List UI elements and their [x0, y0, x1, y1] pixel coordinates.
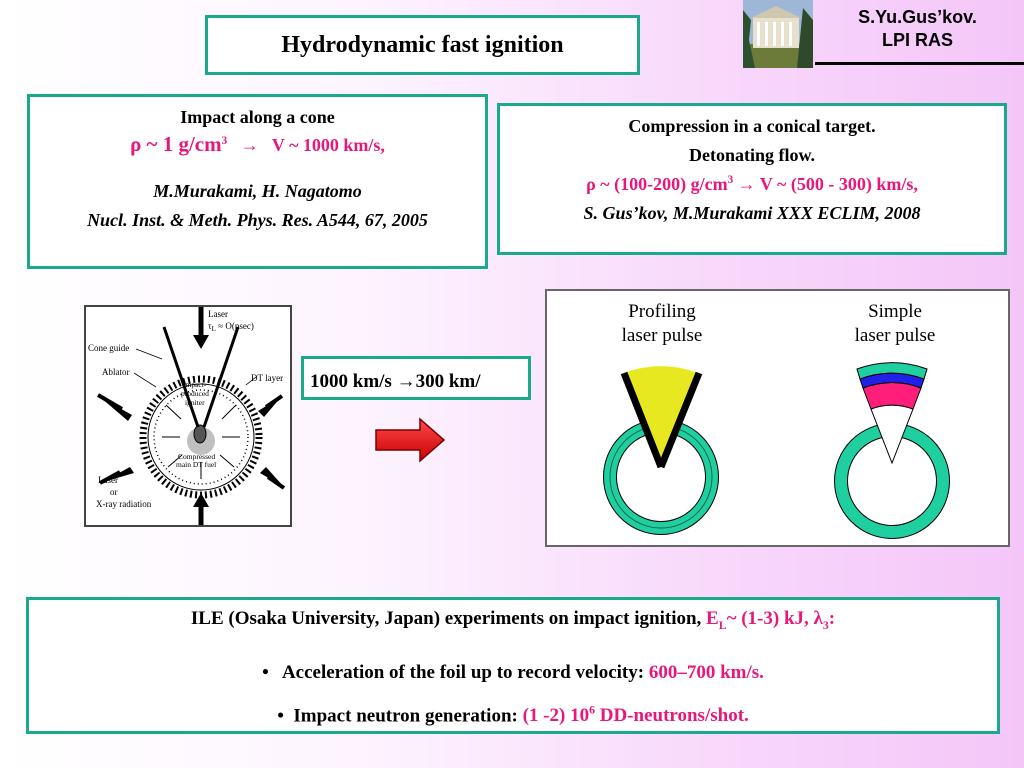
ile-heading [29, 608, 997, 633]
neutron-text: Impact neutron generation: [293, 705, 523, 727]
conical-density: ρ ~ (100-200) g/cm [586, 174, 728, 194]
label-or: or [110, 487, 118, 497]
label-impact-3: igniter [185, 398, 205, 407]
title-box [205, 15, 640, 75]
ile-heading-text: ILE (Osaka University, Japan) experiments on impact ignition, [190, 608, 707, 629]
label-compressed-1: Compressed [178, 452, 216, 461]
label-xray: X-ray radiation [96, 499, 152, 509]
label-cone-guide: Cone guide [88, 343, 130, 353]
author-org: LPI RAS [881, 30, 953, 50]
ile-energy: $E_L\sim$ (1-3) kJ, $\lambda_3$: [706, 608, 836, 632]
label-laser-top: Laser [208, 309, 228, 319]
label-dt-layer: DT layer [251, 373, 284, 383]
label-impact-1: Impact- [183, 380, 207, 389]
conical-parameters [500, 174, 1004, 195]
profiling-label-line2: laser pulse [621, 325, 703, 346]
label-laser-bottom: Laser [98, 475, 118, 485]
bullet-dot-2: • [277, 705, 284, 727]
impact-authors: M.Murakami, H. Nagatomo [153, 181, 362, 201]
impact-arrow: → [240, 135, 259, 155]
bullet-acceleration [29, 662, 997, 684]
label-ablator: Ablator [102, 367, 130, 377]
impact-cone-box [27, 94, 488, 269]
impact-heading: Impact along a cone [180, 107, 335, 127]
conical-target-box [497, 103, 1007, 255]
impact-citation: Nucl. Inst. & Meth. Phys. Res. A544, 67, 2005 [87, 210, 428, 230]
right-arrow-icon [374, 417, 446, 463]
acceleration-text: Acceleration of the foil up to record velocity: [281, 662, 649, 683]
conical-heading: Compression in a conical target. [628, 116, 876, 136]
velocity-from: 1000 km/s [310, 371, 397, 392]
ile-experiments-box [26, 597, 1000, 734]
bullet-neutron [29, 704, 997, 727]
institute-photo [743, 0, 813, 68]
impact-density-line [30, 132, 485, 157]
velocity-to: 300 km/ [415, 371, 481, 392]
velocity-box [301, 356, 531, 400]
conical-citation: S. Gus’kov, M.Murakami XXX ECLIM, 2008 [583, 203, 921, 223]
neutron-value: (1 -2) $10^6$ DD-neutrons/shot. [522, 704, 749, 727]
bullet-dot-1: • [262, 662, 269, 683]
label-compressed-2: main DT fuel [176, 460, 217, 469]
simple-label-line1: Simple [868, 301, 922, 322]
conical-velocity: → V ~ (500 - 300) km/s, [737, 174, 918, 194]
simple-label-line2: laser pulse [854, 325, 936, 346]
pulse-comparison-svg [547, 291, 1008, 545]
impact-density: ρ ~ 1 g/cm [130, 132, 222, 156]
author-name: S.Yu.Gus’kov. [858, 7, 977, 27]
profiling-label-line1: Profiling [628, 301, 696, 322]
conical-density-exp: 3 [727, 174, 734, 186]
cone-target-diagram [84, 305, 292, 527]
impact-velocity: V ~ 1000 km/s, [271, 135, 385, 155]
cone-target-schematic [86, 307, 290, 525]
author-block [815, 6, 1020, 52]
label-tau: $\tau_L \approx O(nsec)$ [208, 321, 254, 333]
detonating-flow: Detonating flow. [689, 145, 815, 165]
impact-density-exp: 3 [221, 135, 228, 147]
author-underline [815, 62, 1024, 65]
velocity-arrow: → [396, 371, 416, 392]
pulse-comparison-figure [545, 289, 1010, 547]
profiling-cone-fill [622, 366, 700, 467]
slide-title: Hydrodynamic fast ignition [281, 31, 564, 58]
simple-pink-layer [863, 383, 921, 409]
label-impact-2: produced [181, 389, 209, 398]
acceleration-value: 600–700 km/s. [648, 662, 764, 683]
